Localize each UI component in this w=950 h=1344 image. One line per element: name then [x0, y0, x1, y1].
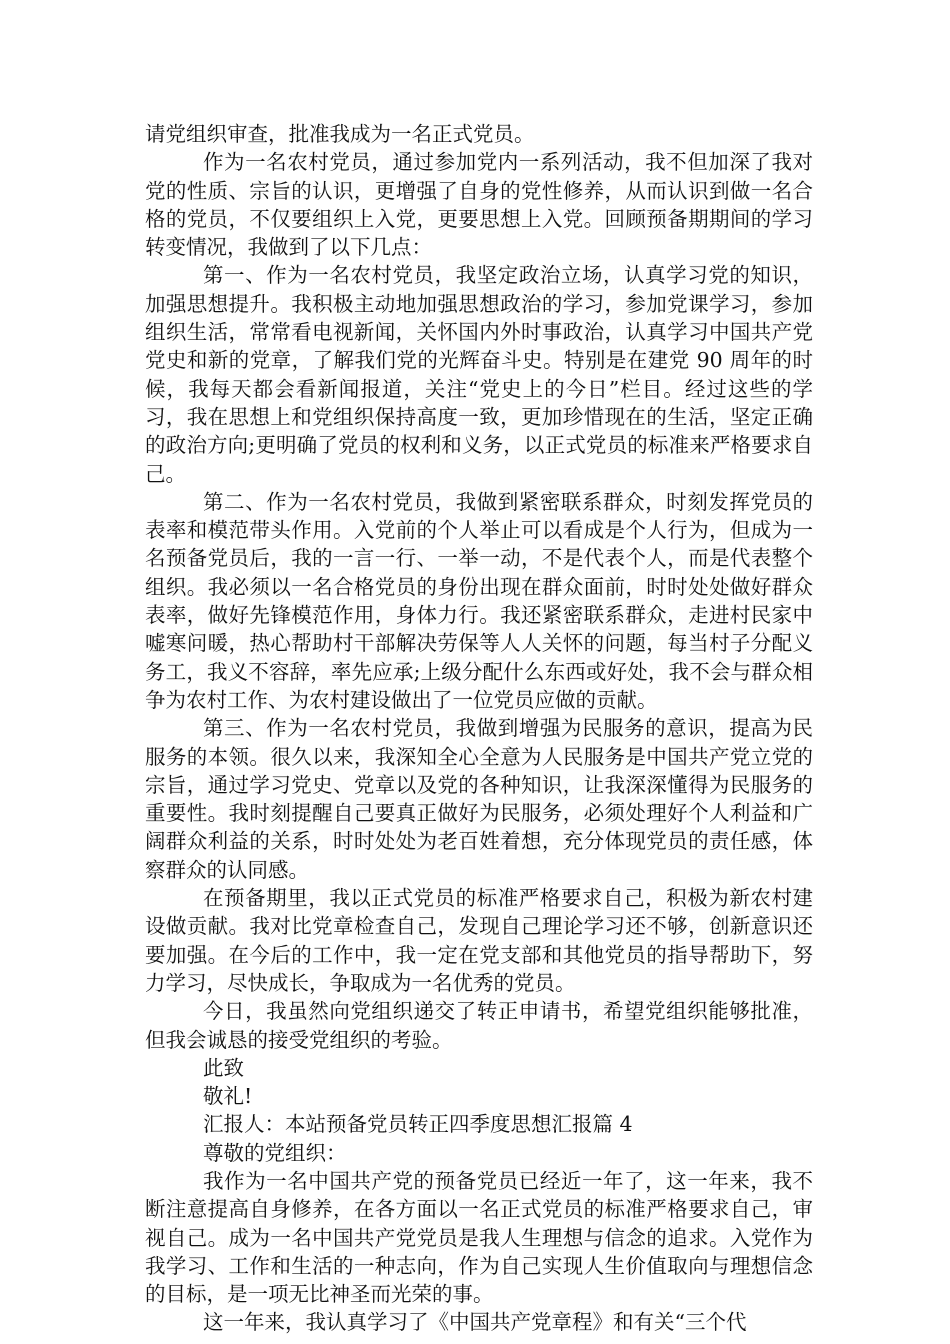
paragraph-3: 第一、作为一名农村党员，我坚定政治立场，认真学习党的知识，加强思想提升。我积极主动地加强思想政治的学习，参加党课学习，参加组织生活，常常看电视新闻，关怀国内外时事政治，认真学习中国共产党党史和新的党章，了解我们党的光辉奋斗史。特别是在建党 90 周年的时候，我每天都会看新闻报道，关注“党史上的今日”栏目。经过这些的学习，我在思想上和党组织保持高度一致，更加珍惜现在的生活，坚定正确的政治方向;更明确了党员的权利和义务，以正式党员的标准来严格要求自己。 [145, 263, 813, 486]
paragraph-1: 请党组织审查，批准我成为一名正式党员。 [145, 122, 535, 146]
salutation-cizhi: 此致 [203, 1055, 244, 1080]
paragraph-2: 作为一名农村党员，通过参加党内一系列活动，我不但加深了我对党的性质、宗旨的认识，更增强了自身的党性修养，从而认识到做一名合格的党员，不仅要组织上入党，更要思想上入党。回顾预备期期间的学习转变情况，我做到了以下几点： [145, 150, 813, 260]
paragraph-12: 我作为一名中国共产党的预备党员已经近一年了，这一年来，我不断注意提高自身修养，在各方面以一名正式党员的标准严格要求自己，审视自己。成为一名中国共产党党员是我人生理想与信念的追求。入党作为我学习、工作和生活的一种志向，作为自己实现人生价值取向与理想信念的目标，是一项无比神圣而光荣的事。 [145, 1168, 813, 1307]
paragraph-5: 第三、作为一名农村党员，我做到增强为民服务的意识，提高为民服务的本领。很久以来，我深知全心全意为人民服务是中国共产党立党的宗旨，通过学习党史、党章以及党的各种知识，让我深深懂得为民服务的重要性。我时刻提醒自己要真正做好为民服务，必须处理好个人利益和广阔群众利益的关系，时时处处为老百姓着想，充分体现党员的责任感，体察群众的认同感。 [145, 716, 813, 882]
reporter-line: 汇报人：本站预备党员转正四季度思想汇报篇 4 [203, 1112, 633, 1137]
paragraph-13: 这一年来，我认真学习了《中国共产党章程》和有关“三个代 [203, 1310, 747, 1335]
document-body [145, 120, 813, 1337]
greeting-line: 尊敬的党组织： [203, 1140, 347, 1165]
paragraph-4: 第二、作为一名农村党员，我做到紧密联系群众，时刻发挥党员的表率和模范带头作用。入党前的个人举止可以看成是个人行为，但成为一名预备党员后，我的一言一行、一举一动，不是代表个人，而是代表整个组织。我必须以一名合格党员的身份出现在群众面前，时时处处做好群众表率，做好先锋模范作用，身体力行。我还紧密联系群众，走进村民家中嘘寒问暖，热心帮助村干部解决劳保等人人关怀的问题，每当村子分配义务工，我义不容辞，率先应承;上级分配什么东西或好处，我不会与群众相争为农村工作、为农村建设做出了一位党员应做的贡献。 [145, 489, 813, 712]
salutation-jingli: 敬礼! [203, 1084, 253, 1109]
paragraph-7: 今日，我虽然向党组织递交了转正申请书，希望党组织能够批准，但我会诚恳的接受党组织的考验。 [145, 999, 813, 1052]
paragraph-6: 在预备期里，我以正式党员的标准严格要求自己，积极为新农村建设做贡献。我对比党章检查自己，发现自己理论学习还不够，创新意识还要加强。在今后的工作中，我一定在党支部和其他党员的指导帮助下，努力学习，尽快成长，争取成为一名优秀的党员。 [145, 886, 813, 995]
